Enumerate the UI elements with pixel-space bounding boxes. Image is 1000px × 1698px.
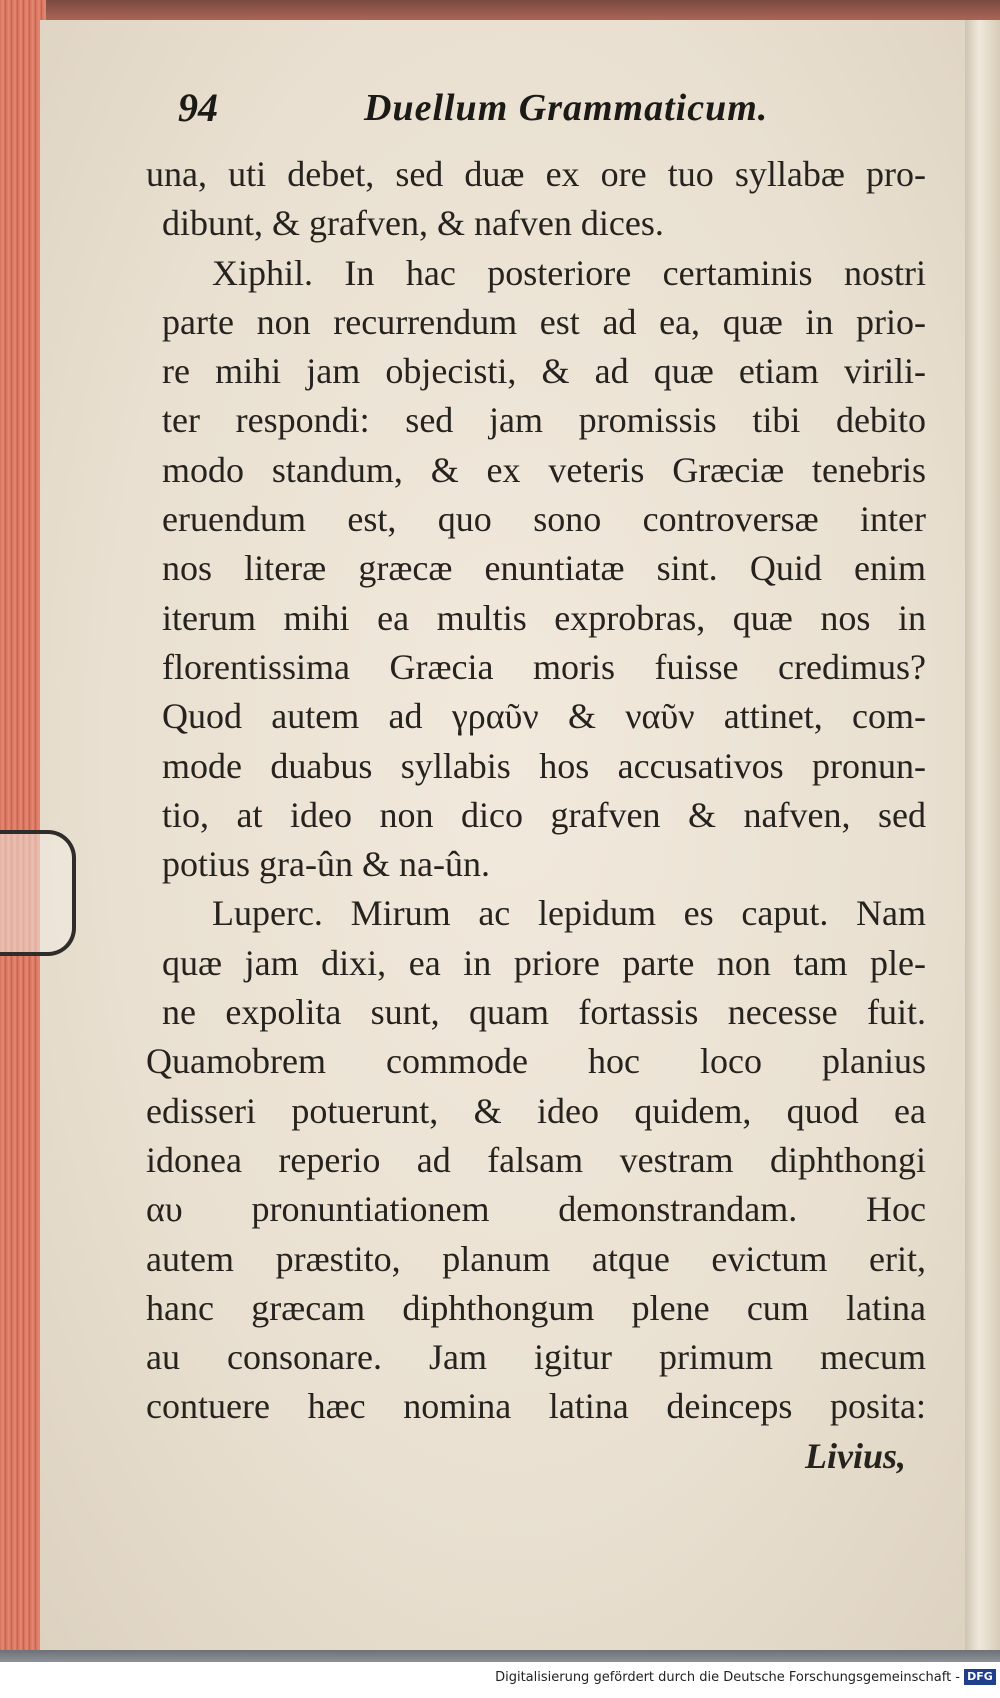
text-line: parte non recurrendum est ad ea, quæ in prio- [162, 301, 926, 342]
book-gutter [965, 20, 1000, 1650]
text-line: quæ jam dixi, ea in priore parte non tam ple- [162, 942, 926, 983]
page-clip [0, 830, 76, 956]
text-line: au consonare. Jam igitur primum mecum [146, 1337, 926, 1378]
catchword: Livius, [804, 1435, 906, 1476]
body-text [146, 150, 926, 1481]
text-line: re mihi jam objecisti, & ad quæ etiam virili- [162, 351, 926, 392]
text-line: edisseri potuerunt, & ideo quidem, quod ea [146, 1090, 926, 1131]
text-line: Quamobrem commode hoc loco planius [146, 1041, 926, 1082]
text-line: mode duabus syllabis hos accusativos pronun- [162, 745, 926, 786]
dfg-logo-icon: DFG [964, 1669, 996, 1685]
text-line: dibunt, & grafven, & nafven dices. [162, 203, 664, 244]
text-line: potius gra-ûn & na-ûn. [162, 844, 490, 885]
text-line: nos literæ græcæ enuntiatæ sint. Quid enim [162, 548, 926, 589]
text-line: iterum mihi ea multis exprobras, quæ nos in [162, 597, 926, 638]
running-head [178, 84, 798, 136]
text-line: idonea reperio ad falsam vestram diphthongi [146, 1139, 926, 1180]
page-number: 94 [178, 85, 218, 130]
text-line: Xiphil. In hac posteriore certaminis nostri [212, 252, 926, 293]
funding-credit: Digitalisierung gefördert durch die Deutsche Forschungsgemeinschaft - [495, 1670, 960, 1685]
digitization-footer [0, 1650, 1000, 1698]
text-line: Quod autem ad γραῦν & ναῦν attinet, com- [162, 696, 926, 737]
text-line: Luperc. Mirum ac lepidum es caput. Nam [212, 893, 926, 934]
text-line: eruendum est, quo sono controversæ inter [162, 499, 926, 540]
text-line: hanc græcam diphthongum plene cum latina [146, 1287, 926, 1328]
text-line: ne expolita sunt, quam fortassis necesse fuit. [162, 992, 926, 1033]
text-line: una, uti debet, sed duæ ex ore tuo syllabæ pro- [146, 154, 926, 194]
text-line: ter respondi: sed jam promissis tibi debito [162, 400, 926, 441]
running-title: Duellum Grammaticum. [364, 87, 769, 129]
text-line: florentissima Græcia moris fuisse credimus? [162, 646, 926, 687]
text-line: tio, at ideo non dico grafven & nafven, sed [162, 794, 926, 835]
text-line: modo standum, & ex veteris Græciæ tenebris [162, 449, 926, 490]
text-line: contuere hæc nomina latina deinceps posita: [146, 1386, 926, 1427]
text-line: autem præstito, planum atque evictum erit, [146, 1238, 926, 1279]
text-line: αυ pronuntiationem demonstrandam. Hoc [146, 1189, 926, 1230]
footer-strip [0, 1650, 1000, 1662]
